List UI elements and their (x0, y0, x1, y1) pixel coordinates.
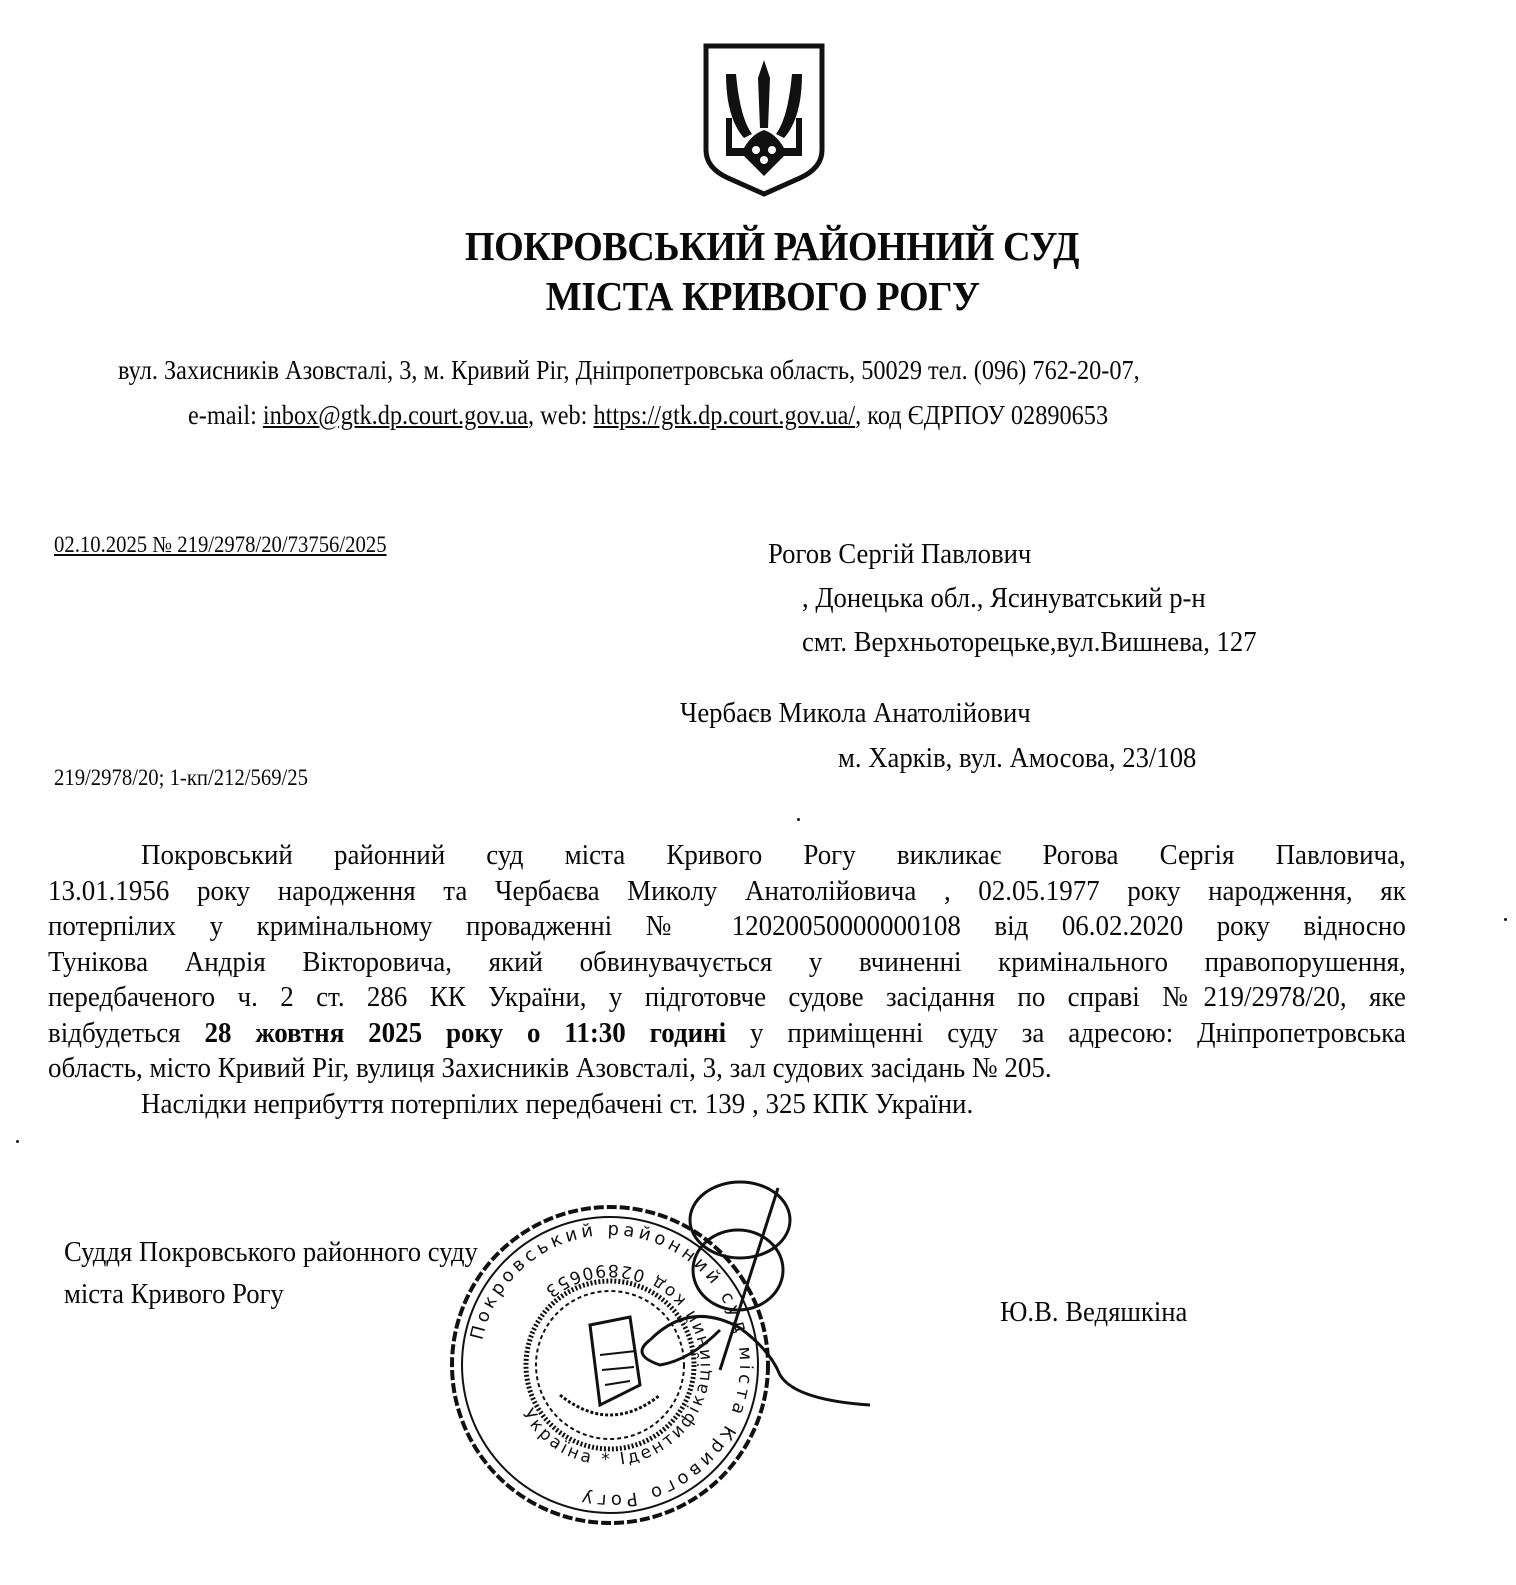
hearing-datetime: 28 жовтня 2025 року о 11:30 годині (204, 1016, 727, 1049)
recipient-1-address-line1: , Донецька обл., Ясинуватський р-н (802, 582, 1206, 614)
scan-speck (16, 1140, 19, 1143)
svg-text:Покровський районний суд міста: Покровський районний суд міста Кривого Рогу (466, 1218, 757, 1512)
court-contacts (188, 400, 1108, 431)
court-name-line2: МІСТА КРИВОГО РОГУ (545, 273, 980, 319)
email-link[interactable]: inbox@gtk.dp.court.gov.ua (262, 400, 529, 430)
body-line: потерпілих у кримінальному провадженні № 12020050000000108 від 06.02.2020 року відносно (48, 910, 1406, 942)
hearing-suffix: у приміщенні суду за адресою: Дніпропетровська (726, 1016, 1406, 1049)
recipient-1-address-line2: смт. Верхньоторецьке,вул.Вишнева, 127 (802, 626, 1257, 658)
judge-position-line2: міста Кривого Рогу (64, 1278, 284, 1310)
scan-speck (1504, 918, 1507, 921)
scan-speck (797, 818, 800, 821)
outgoing-reference-number: 02.10.2025 № 219/2978/20/73756/2025 (54, 532, 387, 557)
body-line-hearing-date (48, 1016, 1406, 1052)
handwritten-signature-icon (620, 1180, 880, 1410)
judge-name: Ю.В. Ведяшкіна (1000, 1296, 1188, 1328)
hearing-prefix: відбудеться (48, 1016, 205, 1049)
body-line: передбаченого ч. 2 ст. 286 КК України, у підготовче судове засідання по справі №219/2978/20, яке (48, 981, 1406, 1013)
summons-body (48, 838, 1406, 1122)
svg-text:Україна * Ідентифікаційний код: Україна * Ідентифікаційний код 02890653 (517, 1259, 716, 1471)
consequences-note: Наслідки неприбуття потерпілих передбачені ст. 139 , 325 КПК України. (141, 1087, 974, 1120)
ukraine-trident-emblem-icon (700, 38, 828, 198)
body-line-courtroom: область, місто Кривий Ріг, вулиця Захисників Азовсталі, 3, зал судових засідань № 205. (48, 1052, 1052, 1084)
edrpou-code: , код ЄДРПОУ 02890653 (855, 400, 1109, 430)
email-label: e-mail: (188, 400, 263, 430)
web-label: , web: (528, 400, 594, 430)
web-link[interactable]: https://gtk.dp.court.gov.ua/ (593, 400, 856, 430)
body-line: 13.01.1956 року народження та Чербаєва Миколу Анатолійовича , 02.05.1977 року народження, як (48, 874, 1406, 907)
body-line: Покровський районний суд міста Кривого Рогу викликає Рогова Сергія Павловича, (141, 839, 1406, 871)
recipient-2-name: Чербаєв Микола Анатолійович (680, 697, 1031, 729)
court-address: вул. Захисників Азовсталі, 3, м. Кривий Ріг, Дніпропетровська область, 50029 тел. (096) 762-20-07, (118, 355, 1140, 385)
case-numbers: 219/2978/20; 1-кп/212/569/25 (54, 765, 309, 790)
court-name-line1: ПОКРОВСЬКИЙ РАЙОННИЙ СУД (464, 223, 1079, 269)
body-line: Тунікова Андрія Вікторовича, який обвинувачується у вчиненні кримінального правопорушення, (48, 945, 1406, 978)
recipient-2-address: м. Харків, вул. Амосова, 23/108 (838, 742, 1197, 774)
judge-position-line1: Суддя Покровського районного суду (64, 1236, 478, 1268)
recipient-1-name: Рогов Сергій Павлович (768, 538, 1032, 570)
